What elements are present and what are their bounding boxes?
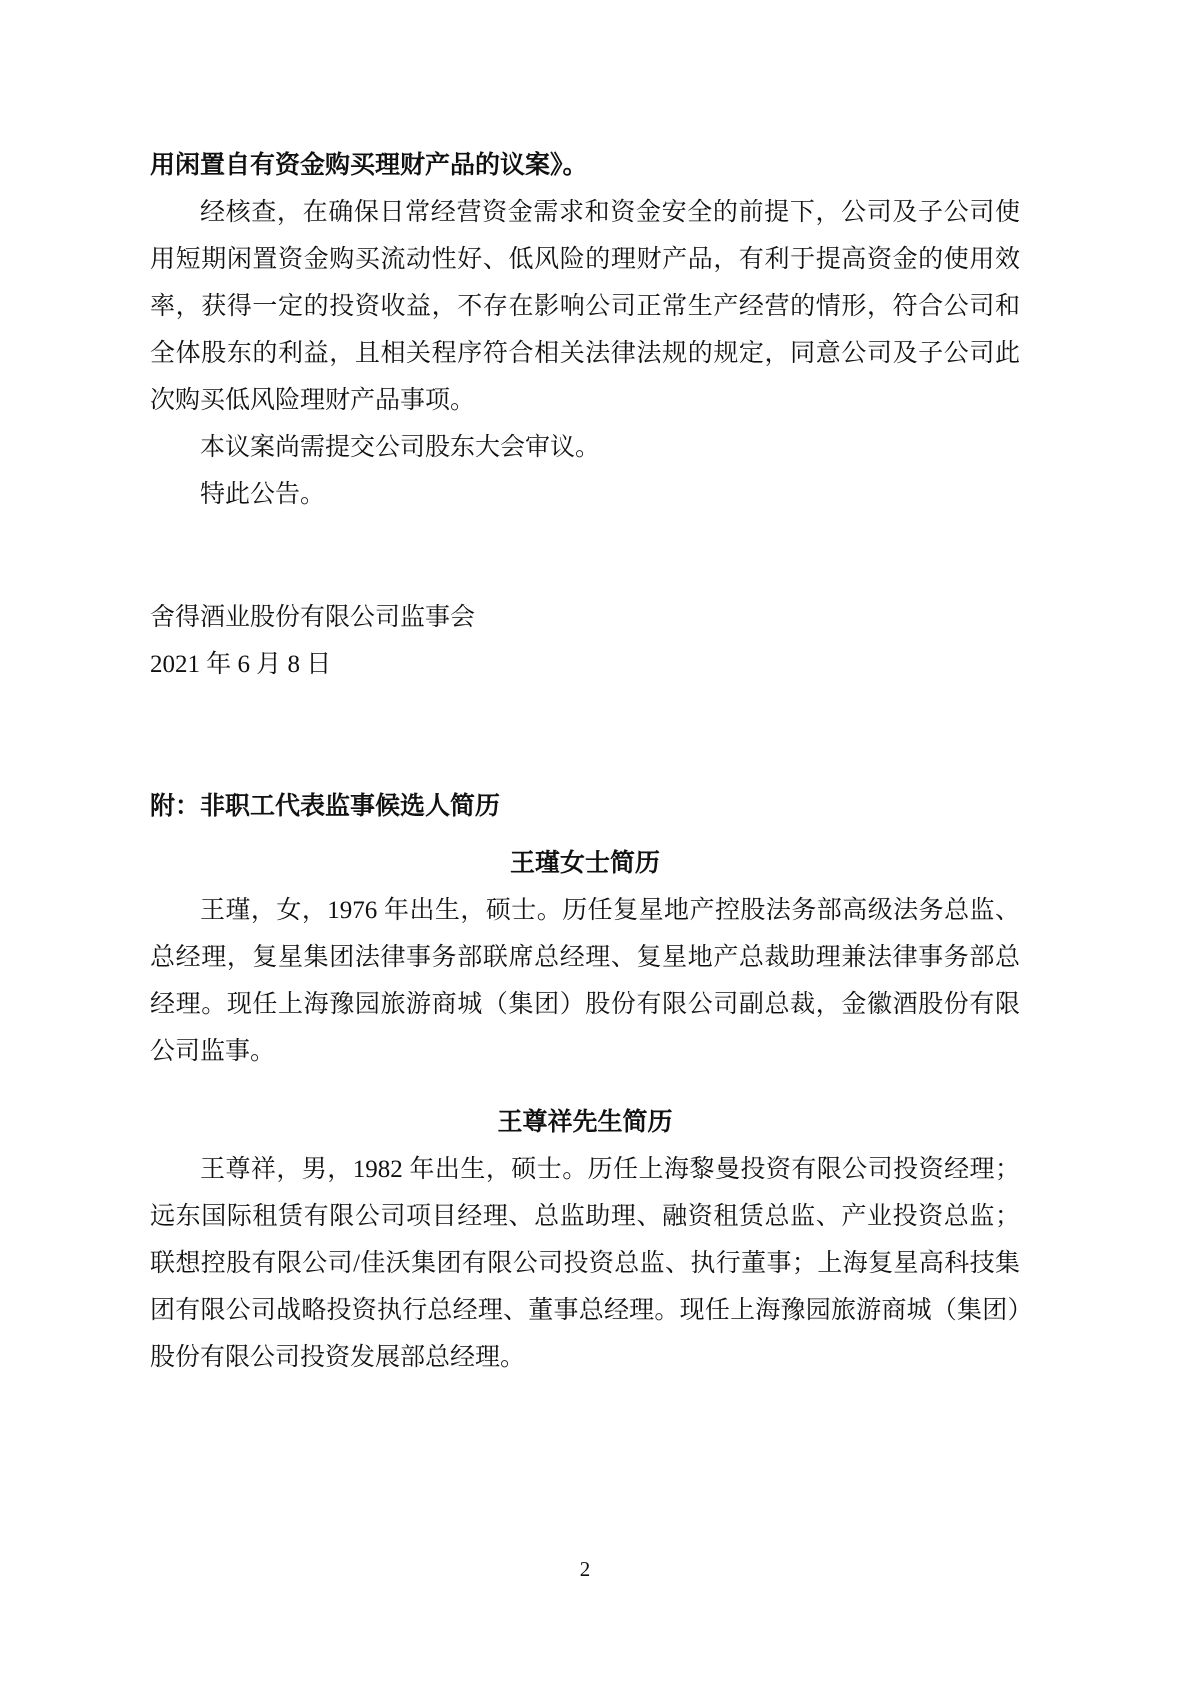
attachment-title: 附：非职工代表监事候选人简历 <box>150 792 501 820</box>
paragraph-review-opinion: 经核查，在确保日常经营资金需求和资金安全的前提下，公司及子公司使用短期闲置资金购买流动性好、低风险的理财产品，有利于提高资金的使用效率，获得一定的投资收益，不存在影响公司正常生产经营的情形，符合公司和全体股东的利益，且相关程序符合相关法律法规的规定，同意公司及子公司此次购买低风险理财产品事项。 <box>150 199 1020 414</box>
resume-body-wang-zunxiang: 王尊祥，男，1982 年出生，硕士。历任上海黎曼投资有限公司投资经理；远东国际租赁有限公司项目经理、总监助理、融资租赁总监、产业投资总监；联想控股有限公司/佳沃集团有限公司投资总监、执行董事；上海复星高科技集团有限公司战略投资执行总经理、董事总经理。现任上海豫园旅游商城（集团）股份有限公司投资发展部总经理。 <box>150 1156 1020 1371</box>
resume-heading-wang-jin: 王瑾女士简历 <box>509 849 660 877</box>
paragraph-announcement: 特此公告。 <box>200 481 326 508</box>
page-number: 2 <box>579 1557 591 1581</box>
signature-block <box>150 594 1020 688</box>
resume-body-wang-jin: 王瑾，女，1976 年出生，硕士。历任复星地产控股法务部高级法务总监、总经理，复星集团法律事务部联席总经理、复星地产总裁助理兼法律事务部总经理。现任上海豫园旅游商城（集团）股份有限公司副总裁，金徽酒股份有限公司监事。 <box>150 897 1020 1065</box>
resume-heading-wang-zunxiang: 王尊祥先生简历 <box>497 1108 673 1136</box>
signature-date: 2021 年 6 月 8 日 <box>150 651 332 678</box>
paragraph-submission: 本议案尚需提交公司股东大会审议。 <box>200 434 601 461</box>
signature-issuer: 舍得酒业股份有限公司监事会 <box>150 604 476 631</box>
lead-heading: 用闲置自有资金购买理财产品的议案》。 <box>150 151 588 179</box>
